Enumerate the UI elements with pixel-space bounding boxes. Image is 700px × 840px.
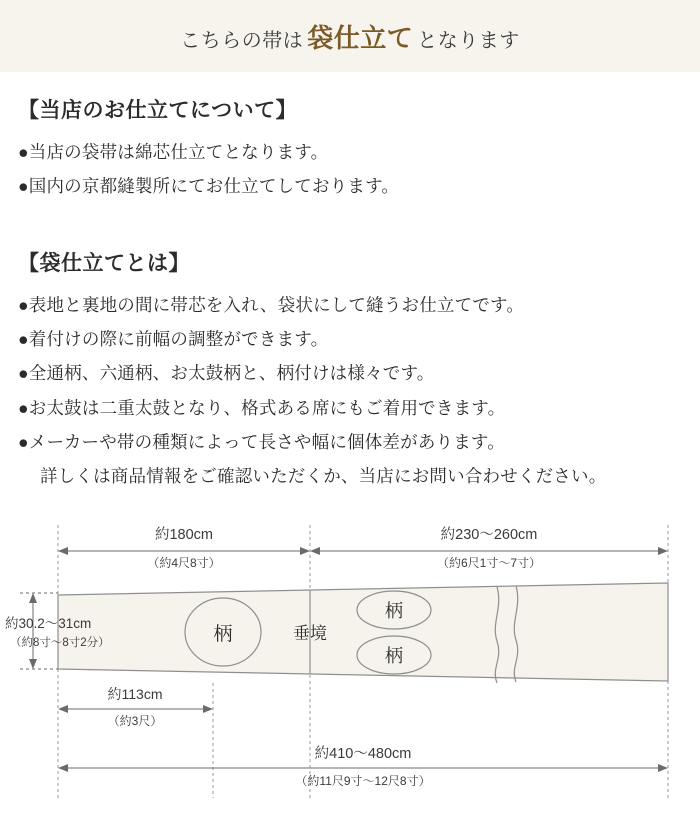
bullet-item: ●表地と裏地の間に帯芯を入れ、袋状にして縫うお仕立てです。 — [18, 294, 525, 315]
dimension-bottom-total-main: 約410〜480cm — [314, 745, 412, 762]
bullet-subnote: 詳しくは商品情報をご確認いただくか、当店にお問い合わせください。 — [40, 466, 607, 487]
dimension-bottom-left-main: 約113cm — [107, 685, 163, 702]
dimension-bottom-left-sub: （約3尺） — [107, 713, 163, 728]
dimension-bottom-total — [58, 764, 668, 772]
page-title-accent: 袋仕立て — [307, 23, 414, 53]
dimension-top-right-main: 約230〜260cm — [440, 526, 538, 543]
dimension-top-left-main: 約180cm — [154, 526, 214, 543]
dimension-bottom-total-sub: （約11尺9寸〜12尺8寸） — [295, 773, 431, 788]
dimension-top-right — [310, 547, 668, 555]
pattern-oval-bottom-label: 柄 — [385, 645, 403, 666]
section-heading-what-is-fukuro: 【袋仕立てとは】 — [18, 250, 190, 275]
dimension-left-sub: （約8寸〜8寸2分） — [10, 636, 110, 649]
dimension-left — [20, 593, 58, 669]
bullet-item: ●当店の袋帯は綿芯仕立てとなります。 — [18, 142, 329, 162]
dimension-left-main: 約30.2〜31cm — [5, 615, 92, 631]
content-area — [0, 72, 700, 491]
bullet-item: ●着付けの際に前幅の調整ができます。 — [18, 329, 329, 350]
dimension-top-right-sub: （約6尺1寸〜7寸） — [436, 555, 542, 570]
page-title-prefix: こちらの帯は — [180, 29, 304, 52]
section-heading-store-tailoring: 【当店のお仕立てについて】 — [18, 98, 298, 122]
dimension-top-left-sub: （約4尺8寸） — [147, 555, 221, 570]
pattern-circle-label: 柄 — [213, 623, 233, 645]
dimension-bottom-left — [58, 705, 213, 713]
page-title-suffix: となります — [417, 29, 520, 52]
bullet-item: ●メーカーや帯の種類によって長さや幅に個体差があります。 — [18, 432, 505, 453]
page-header — [0, 0, 700, 72]
obi-dimension-diagram — [0, 513, 700, 808]
divider-label: 垂境 — [293, 623, 327, 643]
bullet-item: ●全通柄、六通柄、お太鼓柄と、柄付けは様々です。 — [18, 363, 435, 384]
bullet-item: ●国内の京都縫製所にてお仕立てしております。 — [18, 176, 400, 197]
dimension-top-left — [58, 547, 310, 555]
page-title — [180, 18, 520, 55]
bullet-item: ●お太鼓は二重太鼓となり、格式ある席にもご着用できます。 — [18, 397, 506, 418]
obi-body-shape — [58, 583, 668, 681]
pattern-oval-top-label: 柄 — [385, 600, 403, 621]
